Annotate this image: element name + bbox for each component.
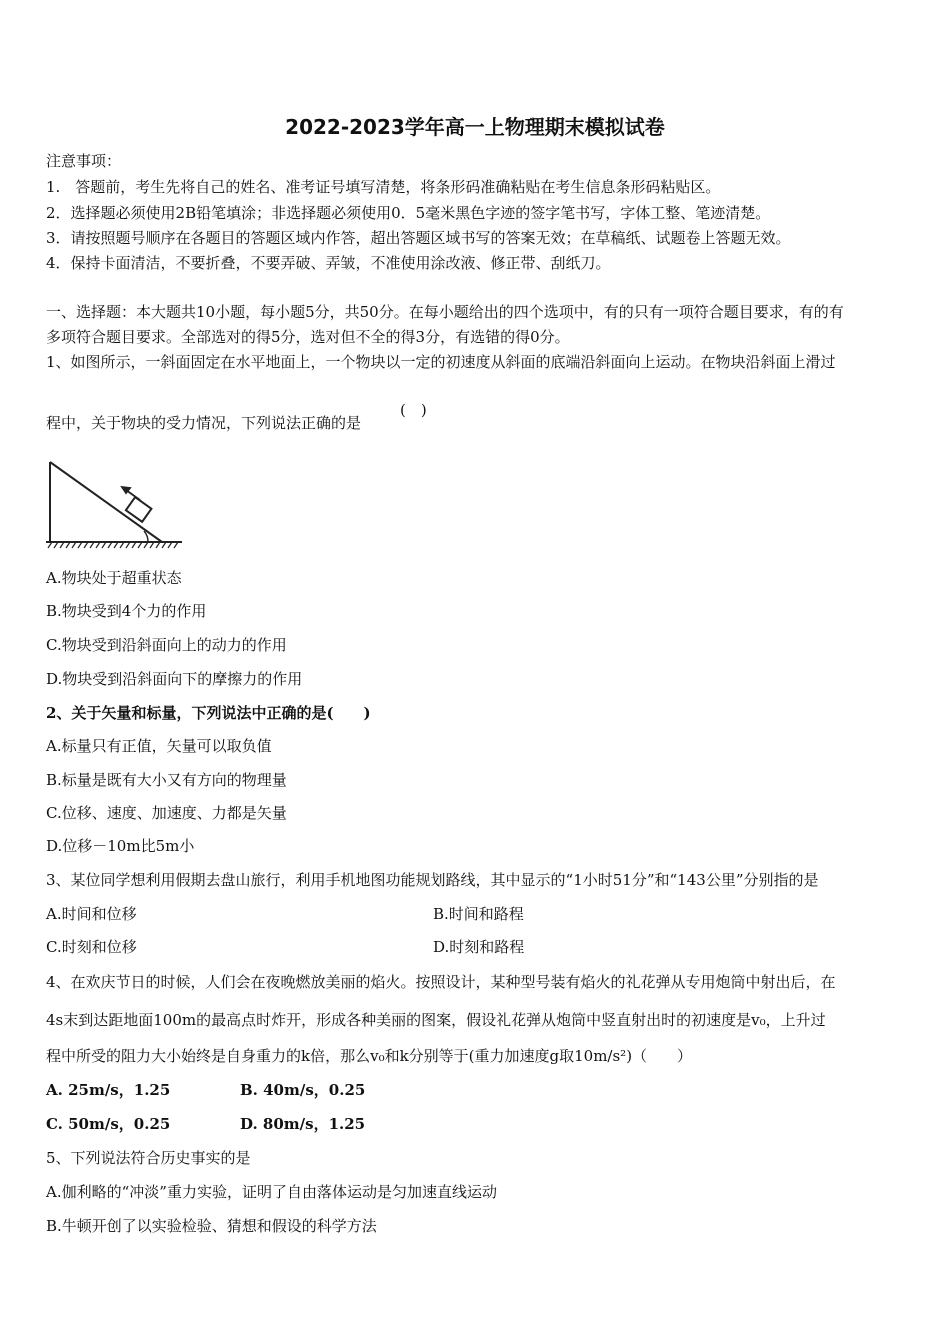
q1-option-a: A.物块处于超重状态	[46, 569, 182, 587]
q2-stem: 2、关于矢量和标量，下列说法中正确的是( )	[46, 704, 371, 722]
page-title: 2022-2023学年高一上物理期末模拟试卷	[285, 115, 665, 139]
notice-item-1: 1. 答题前，考生先将自己的姓名、准考证号填写清楚，将条形码准确粘贴在考生信息条形码粘贴区。	[46, 178, 721, 196]
q4-option-a: A. 25m/s，1.25	[46, 1081, 171, 1099]
q5-option-a: A.伽利略的“冲淡”重力实验，证明了自由落体运动是匀加速直线运动	[46, 1183, 497, 1201]
q5-stem: 5、下列说法符合历史事实的是	[46, 1149, 251, 1167]
q4-stem-line3: 程中所受的阻力大小始终是自身重力的k倍，那么v₀和k分别等于(重力加速度g取10m/s²)（ ）	[46, 1047, 693, 1065]
q3-option-c: C.时刻和位移	[46, 938, 137, 956]
q1-stem-line1: 1、如图所示，一斜面固定在水平地面上，一个物块以一定的初速度从斜面的底端沿斜面向上运动。在物块沿斜面上滑过	[46, 353, 836, 371]
q2-option-b: B.标量是既有大小又有方向的物理量	[46, 771, 287, 789]
q3-option-a: A.时间和位移	[46, 905, 137, 923]
q3-option-b: B.时间和路程	[433, 905, 524, 923]
arrow-up-slope-icon	[122, 487, 140, 500]
q4-option-b: B. 40m/s，0.25	[240, 1081, 366, 1099]
q3-stem: 3、某位同学想利用假期去盘山旅行，利用手机地图功能规划路线，其中显示的“1小时51分”和“143公里”分别指的是	[46, 871, 819, 889]
q1-option-b: B.物块受到4个力的作用	[46, 602, 207, 620]
q4-option-d: D. 80m/s，1.25	[240, 1115, 366, 1133]
q1-answer-paren: ( )	[400, 401, 427, 419]
notice-item-3: 3．请按照题号顺序在各题目的答题区域内作答，超出答题区域书写的答案无效；在草稿纸、试题卷上答题无效。	[46, 229, 791, 247]
q4-stem-line1: 4、在欢庆节日的时候，人们会在夜晚燃放美丽的焰火。按照设计，某种型号装有焰火的礼花弹从专用炮筒中射出后，在	[46, 973, 836, 991]
q2-option-c: C.位移、速度、加速度、力都是矢量	[46, 804, 287, 822]
q4-stem-line2: 4s末到达距地面100m的最高点时炸开，形成各种美丽的图案，假设礼花弹从炮筒中竖直射出时的初速度是v₀，上升过	[46, 1011, 826, 1029]
notice-item-2: 2．选择题必须使用2B铅笔填涂；非选择题必须使用0．5毫米黑色字迹的签字笔书写，字体工整、笔迹清楚。	[46, 204, 771, 222]
q1-option-d: D.物块受到沿斜面向下的摩擦力的作用	[46, 670, 303, 688]
q1-option-c: C.物块受到沿斜面向上的动力的作用	[46, 636, 287, 654]
incline-diagram	[44, 456, 186, 552]
q3-option-d: D.时刻和路程	[433, 938, 525, 956]
q1-stem-line2: 程中，关于物块的受力情况，下列说法正确的是	[46, 414, 362, 432]
section-instructions-line2: 多项符合题目要求。全部选对的得5分，选对但不全的得3分，有选错的得0分。	[46, 328, 570, 346]
q2-option-d: D.位移－10m比5m小	[46, 837, 195, 855]
notice-item-4: 4．保持卡面清洁，不要折叠，不要弄破、弄皱，不准使用涂改液、修正带、刮纸刀。	[46, 254, 611, 272]
notice-heading: 注意事项：	[46, 152, 122, 170]
q5-option-b: B.牛顿开创了以实验检验、猜想和假设的科学方法	[46, 1217, 377, 1235]
q4-option-c: C. 50m/s，0.25	[46, 1115, 171, 1133]
section-instructions-line1: 一、选择题：本大题共10小题，每小题5分，共50分。在每小题给出的四个选项中，有的只有一项符合题目要求，有的有	[46, 303, 844, 321]
q2-option-a: A.标量只有正值，矢量可以取负值	[46, 737, 272, 755]
